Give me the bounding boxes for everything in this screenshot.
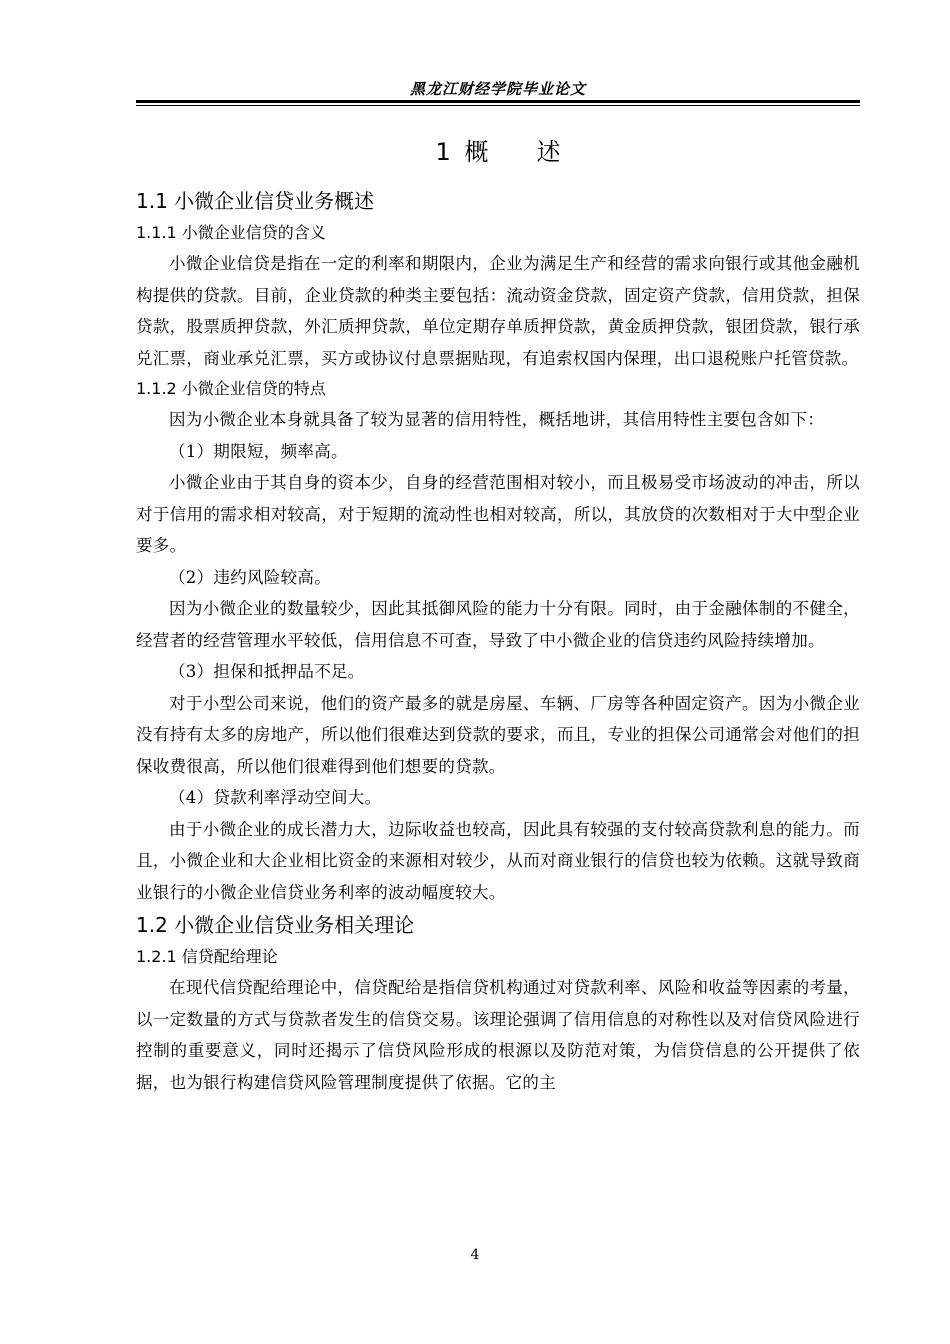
- running-header: 黑龙江财经学院毕业论文: [409, 80, 586, 98]
- paragraph: 由于小微企业的成长潜力大，边际收益也较高，因此具有较强的支付较高贷款利息的能力。而且，小微企业和大企业相比资金的来源相对较少，从而对商业银行的信贷也较为依赖。这就导致商业银行的小微企业信贷业务利率的波动幅度较大。: [136, 819, 860, 902]
- page-content: [136, 132, 860, 1098]
- section-heading: 1.2 小微企业信贷业务相关理论: [136, 913, 415, 937]
- paragraph: 小微企业信贷是指在一定的利率和期限内，企业为满足生产和经营的需求向银行或其他金融机构提供的贷款。目前，企业贷款的种类主要包括：流动资金贷款，固定资产贷款，信用贷款，担保贷款，股票质押贷款，外汇质押贷款，单位定期存单质押贷款，黄金质押贷款，银团贷款，银行承兑汇票，商业承兑汇票，买方或协议付息票据贴现，有追索权国内保理，出口退税账户托管贷款。: [136, 254, 860, 368]
- paragraph: 因为小微企业的数量较少，因此其抵御风险的能力十分有限。同时，由于金融体制的不健全，经营者的经营管理水平较低，信用信息不可查，导致了中小微企业的信贷违约风险持续增加。: [136, 599, 860, 650]
- paragraph: 小微企业由于其自身的资本少，自身的经营范围相对较小，而且极易受市场波动的冲击，所以对于信用的需求相对较高，对于短期的流动性也相对较高，所以，其放贷的次数相对于大中型企业要多。: [136, 473, 860, 555]
- page-number: 4: [470, 1247, 480, 1263]
- paragraph: 因为小微企业本身就具备了较为显著的信用特性，概括地讲，其信用特性主要包含如下：: [169, 410, 825, 429]
- paragraph: 在现代信贷配给理论中，信贷配给是指信贷机构通过对贷款利率、风险和收益等因素的考量，以一定数量的方式与贷款者发生的信贷交易。该理论强调了信用信息的对称性以及对信贷风险进行控制的重要意义，同时还揭示了信贷风险形成的根源以及防范对策，为信贷信息的公开提供了依据，也为银行构建信贷风险管理制度提供了依据。它的主: [136, 978, 860, 1092]
- subsection-heading: 1.1.2 小微企业信贷的特点: [136, 379, 326, 398]
- list-item: （4）贷款利率浮动空间大。: [169, 788, 382, 807]
- header-rule-thick: [136, 100, 860, 103]
- chapter-title: 1 概 述: [435, 138, 561, 166]
- subsection-heading: 1.2.1 信贷配给理论: [136, 947, 278, 966]
- header-rule-thin: [136, 105, 860, 106]
- list-item: （3）担保和抵押品不足。: [169, 662, 365, 681]
- subsection-heading: 1.1.1 小微企业信贷的含义: [136, 223, 326, 242]
- list-item: （2）违约风险较高。: [169, 567, 331, 587]
- paragraph: 对于小型公司来说，他们的资产最多的就是房屋、车辆、厂房等各种固定资产。因为小微企业没有持有太多的房地产，所以他们很难达到贷款的要求，而且，专业的担保公司通常会对他们的担保收费很高，所以他们很难得到他们想要的贷款。: [136, 693, 860, 776]
- section-heading: 1.1 小微企业信贷业务概述: [136, 189, 375, 213]
- list-item: （1）期限短，频率高。: [169, 441, 348, 461]
